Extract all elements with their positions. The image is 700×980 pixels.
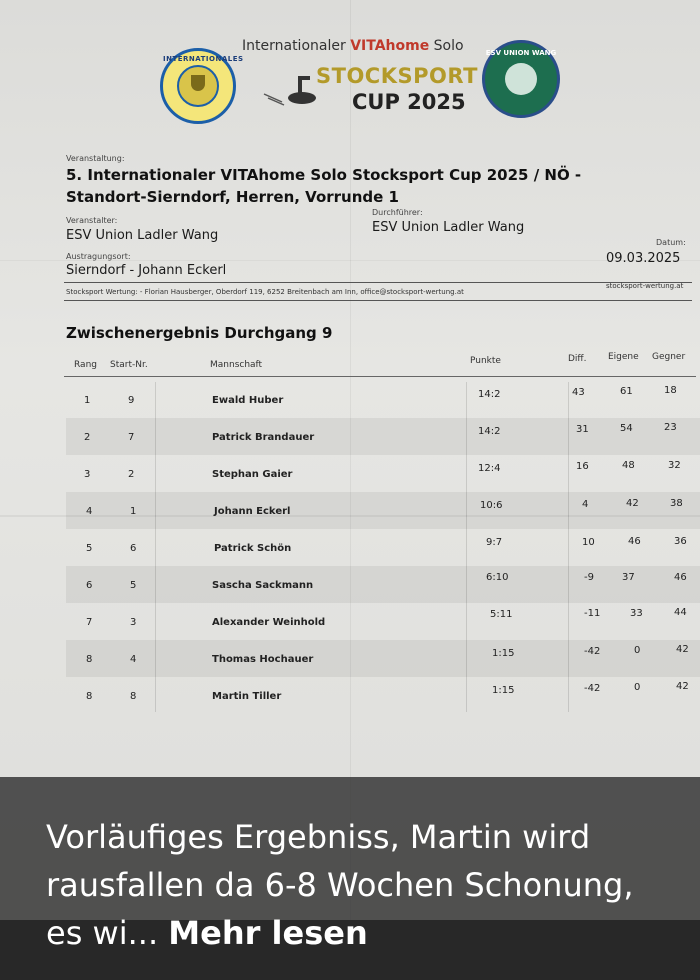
datum-value: 09.03.2025: [606, 251, 681, 266]
cell-name: Sascha Sackmann: [212, 580, 314, 591]
cell-rang: 1: [84, 395, 91, 406]
event-title: 5. Internationaler VITAhome Solo Stocksport Cup 2025 / NÖ - Standort-Sierndorf, Herren, Vorrunde 1: [66, 166, 582, 206]
cell-eigene: 54: [620, 423, 633, 434]
cell-start: 5: [130, 580, 137, 591]
cell-rang: 8: [86, 691, 93, 702]
col-header-rang: Rang: [74, 360, 97, 370]
cell-start: 2: [128, 469, 135, 480]
results-title: Zwischenergebnis Durchgang 9: [66, 324, 333, 342]
cell-start: 8: [130, 691, 137, 702]
cell-eigene: 37: [622, 572, 635, 583]
cell-name: Thomas Hochauer: [212, 654, 314, 665]
caption-text: Vorläufiges Ergebniss, Martin wird rausfallen da 6-8 Wochen Schonung, es wi...: [46, 818, 634, 952]
cell-name: Johann Eckerl: [214, 506, 291, 517]
cell-rang: 3: [84, 469, 91, 480]
cell-start: 3: [130, 617, 137, 628]
col-header-punkte: Punkte: [470, 356, 501, 366]
cell-eigene: 42: [626, 498, 639, 509]
cell-punkte: 14:2: [478, 426, 501, 437]
cell-gegner: 32: [668, 460, 681, 471]
cell-rang: 8: [86, 654, 93, 665]
cell-diff: 31: [576, 424, 589, 435]
trophy-icon: [191, 75, 205, 91]
ort-label: Austragungsort:: [66, 252, 131, 261]
event-header-line3: CUP 2025: [352, 90, 466, 114]
cell-rang: 4: [86, 506, 93, 517]
cell-start: 7: [128, 432, 135, 443]
cell-punkte: 12:4: [478, 463, 501, 474]
col-header-diff: Diff.: [568, 354, 587, 364]
cell-gegner: 42: [676, 644, 689, 655]
cell-diff: 4: [582, 499, 589, 510]
cell-eigene: 0: [634, 682, 641, 693]
cell-name: Patrick Schön: [214, 543, 292, 554]
cell-gegner: 46: [674, 572, 687, 583]
table-header-rule: [64, 376, 696, 377]
cup-logo: [160, 48, 244, 124]
brand-name: VITAhome: [350, 38, 430, 54]
cell-diff: -9: [584, 572, 594, 583]
event-header-line1: Internationaler VITAhome Solo: [242, 38, 464, 54]
curling-stone-icon: [262, 72, 318, 106]
cell-punkte: 14:2: [478, 389, 501, 400]
veranstaltung-label: Veranstaltung:: [66, 154, 125, 163]
durchfuehrer-value: ESV Union Ladler Wang: [372, 220, 525, 235]
cell-start: 1: [130, 506, 137, 517]
cell-rang: 5: [86, 543, 93, 554]
cell-rang: 7: [86, 617, 93, 628]
cell-gegner: 36: [674, 536, 687, 547]
cell-gegner: 42: [676, 681, 689, 692]
table-row: [66, 603, 700, 640]
cell-name: Alexander Weinhold: [212, 617, 326, 628]
cell-start: 6: [130, 543, 137, 554]
cell-gegner: 38: [670, 498, 683, 509]
cell-punkte: 1:15: [492, 685, 515, 696]
cell-diff: 16: [576, 461, 589, 472]
footer-contact: Stocksport Wertung: - Florian Hausberger, Oberdorf 119, 6252 Breitenbach am Inn, office@stocksport-wertung.at: [66, 288, 464, 296]
cup-logo-text: INTERNATIONALES: [163, 55, 244, 63]
table-row: [66, 455, 700, 492]
cell-rang: 2: [84, 432, 91, 443]
cell-gegner: 18: [664, 385, 677, 396]
club-logo: [482, 40, 560, 118]
table-row: [66, 677, 700, 714]
cell-start: 4: [130, 654, 137, 665]
col-header-start: Start-Nr.: [110, 360, 148, 370]
cell-name: Ewald Huber: [212, 395, 284, 406]
table-row: [66, 381, 700, 418]
footer-site: stocksport-wertung.at: [606, 282, 684, 290]
veranstalter-value: ESV Union Ladler Wang: [66, 228, 219, 243]
cell-gegner: 23: [664, 422, 677, 433]
cell-eigene: 48: [622, 460, 635, 471]
curler-icon: [505, 63, 537, 95]
cell-eigene: 61: [620, 386, 633, 397]
cell-gegner: 44: [674, 607, 687, 618]
cell-name: Martin Tiller: [212, 691, 282, 702]
cell-diff: 10: [582, 537, 595, 548]
divider: [64, 282, 692, 283]
cell-diff: 43: [572, 387, 585, 398]
post-caption: [46, 813, 666, 957]
event-header-line2: STOCKSPORT: [316, 64, 478, 88]
table-row: [66, 566, 700, 603]
cell-punkte: 5:11: [490, 609, 513, 620]
cell-eigene: 46: [628, 536, 641, 547]
club-logo-text: ESV UNION WANG: [485, 49, 557, 57]
cell-rang: 6: [86, 580, 93, 591]
cell-diff: -42: [584, 646, 601, 657]
cell-punkte: 9:7: [486, 537, 503, 548]
cell-eigene: 0: [634, 645, 641, 656]
datum-label: Datum:: [656, 238, 686, 247]
col-header-mannschaft: Mannschaft: [210, 360, 263, 370]
divider: [64, 300, 692, 301]
cell-diff: -42: [584, 683, 601, 694]
ort-value: Sierndorf - Johann Eckerl: [66, 263, 227, 278]
col-header-eigene: Eigene: [608, 352, 639, 362]
cell-name: Patrick Brandauer: [212, 432, 315, 443]
cell-punkte: 6:10: [486, 572, 509, 583]
table-row: [66, 418, 700, 455]
durchfuehrer-label: Durchführer:: [372, 208, 423, 217]
cell-punkte: 1:15: [492, 648, 515, 659]
read-more-link[interactable]: Mehr lesen: [168, 914, 368, 952]
cell-name: Stephan Gaier: [212, 469, 293, 480]
veranstalter-label: Veranstalter:: [66, 216, 118, 225]
table-row: [66, 529, 700, 566]
cell-start: 9: [128, 395, 135, 406]
table-row: [66, 492, 700, 529]
cell-punkte: 10:6: [480, 500, 503, 511]
cell-eigene: 33: [630, 608, 643, 619]
col-header-gegner: Gegner: [652, 352, 686, 362]
table-row: [66, 640, 700, 677]
cell-diff: -11: [584, 608, 601, 619]
